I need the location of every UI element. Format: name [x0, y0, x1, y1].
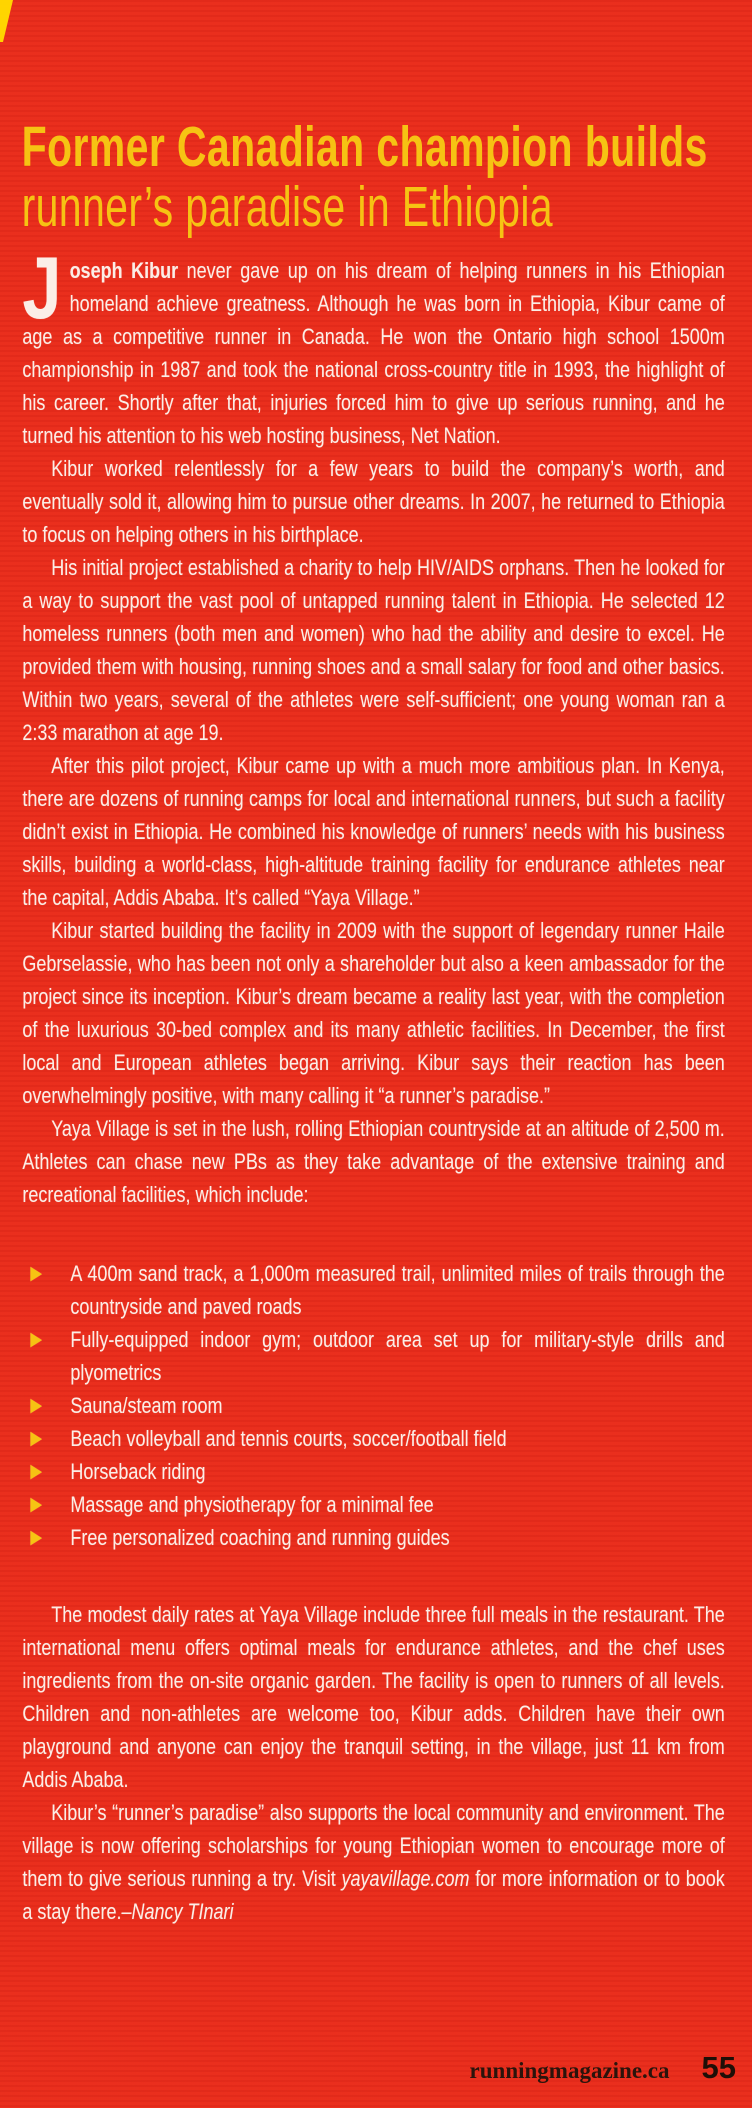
triangle-bullet-icon: ▶: [30, 1494, 43, 1515]
page-footer: [470, 2050, 736, 2086]
bullet-text: Massage and physiotherapy for a minimal fee: [70, 1492, 434, 1517]
paragraph-intro: [22, 238, 725, 452]
triangle-bullet-icon: ▶: [30, 1395, 43, 1416]
bullet-text: A 400m sand track, a 1,000m measured trail, unlimited miles of trails through the countryside and paved roads: [70, 1261, 725, 1319]
closing-text-1: Kibur’s “runner’s paradise” also supports the local community and environment. The village is now offering scholarships for young Ethiopian women to encourage more of them to give serious running a try. Visit: [22, 1800, 725, 1891]
article-headline: [0, 115, 752, 239]
page-number: 55: [701, 2050, 736, 2085]
drop-cap: J: [22, 238, 62, 337]
corner-wedge-decoration: [0, 0, 16, 42]
list-item: [22, 1521, 724, 1554]
triangle-bullet-icon: ▶: [30, 1527, 43, 1548]
headline-line2: runner’s paradise in Ethiopia: [21, 175, 553, 239]
list-item: [22, 1389, 724, 1422]
author-byline: –Nancy TInari: [121, 1899, 234, 1924]
headline-line1: Former Canadian champion builds: [21, 115, 708, 179]
paragraph: His initial project established a charity to help HIV/AIDS orphans. Then he looked for a way to support the vast pool of untapped running talent in Ethiopia. He selected 12 homeless runners (both men and women) who had the ability and desire to excel. He provided them with housing, running shoes and a small salary for food and other basics. Within two years, several of the athletes were self-sufficient; one young woman ran a 2:33 marathon at age 19.: [22, 555, 725, 745]
bullet-text: Free personalized coaching and running guides: [70, 1525, 450, 1550]
list-item: [22, 1422, 724, 1455]
paragraph: The modest daily rates at Yaya Village include three full meals in the restaurant. The international menu offers optimal meals for endurance athletes, and the chef uses ingredients from the on-site organic garden. The facility is open to runners of all levels. Children and non-athletes are welcome too, Kibur adds. Children have their own playground and anyone can enjoy the tranquil setting, in the village, just 11 km from Addis Ababa.: [22, 1602, 725, 1792]
paragraph-intro-text: never gave up on his dream of helping runners in his Ethiopian homeland achieve greatness. Although he was born in Ethiopia, Kibur came of age as a competitive runner in Canada. He won the Ontario high school 1500m championship in 1987 and took the national cross-country title in 1993, the highlight of his career. Shortly after that, injuries forced him to give up serious running, and he turned his attention to his web hosting business, Net Nation.: [22, 258, 725, 448]
list-item: [22, 1323, 724, 1389]
paragraph-closing: [22, 1796, 724, 1928]
list-item: [22, 1257, 724, 1323]
lead-name: oseph Kibur: [69, 258, 179, 283]
closing-text-2: for more information or to book a stay there.: [22, 1866, 725, 1924]
paragraph: Kibur worked relentlessly for a few years to build the company’s worth, and eventually sold it, allowing him to pursue other dreams. In 2007, he returned to Ethiopia to focus on helping others in his birthplace.: [22, 456, 725, 547]
paragraph: Kibur started building the facility in 2009 with the support of legendary runner Haile Gebrselassie, who has been not only a shareholder but also a keen ambassador for the project since its inception. Kibur’s dream became a reality last year, with the completion of the luxurious 30-bed complex and its many athletic facilities. In December, the first local and European athletes began arriving. Kibur says their reaction has been overwhelmingly positive, with many calling it “a runner’s paradise.”: [22, 918, 725, 1108]
triangle-bullet-icon: ▶: [30, 1329, 43, 1350]
triangle-bullet-icon: ▶: [30, 1263, 43, 1284]
triangle-bullet-icon: ▶: [30, 1461, 43, 1482]
bullet-text: Fully-equipped indoor gym; outdoor area set up for military-style drills and plyometrics: [70, 1327, 725, 1385]
facilities-bullet-list: [22, 1257, 724, 1554]
bullet-text: Beach volleyball and tennis courts, soccer/football field: [70, 1426, 507, 1451]
website-url-text: yayavillage.com: [341, 1866, 470, 1891]
list-item: [22, 1455, 724, 1488]
paragraph: After this pilot project, Kibur came up with a much more ambitious plan. In Kenya, there are dozens of running camps for local and international runners, but such a facility didn’t exist in Ethiopia. He combined his knowledge of runners’ needs with his business skills, building a world-class, high-altitude training facility for endurance athletes near the capital, Addis Ababa. It’s called “Yaya Village.”: [22, 753, 725, 910]
paragraph: Yaya Village is set in the lush, rolling Ethiopian countryside at an altitude of 2,500 m. Athletes can chase new PBs as they take advantage of the extensive training and recreational facilities, which include:: [22, 1116, 725, 1207]
list-item: [22, 1488, 724, 1521]
triangle-bullet-icon: ▶: [30, 1428, 43, 1449]
magazine-website: runningmagazine.ca: [469, 2058, 670, 2083]
article-body: [0, 238, 752, 1928]
bullet-text: Horseback riding: [70, 1459, 206, 1484]
bullet-text: Sauna/steam room: [70, 1393, 223, 1418]
